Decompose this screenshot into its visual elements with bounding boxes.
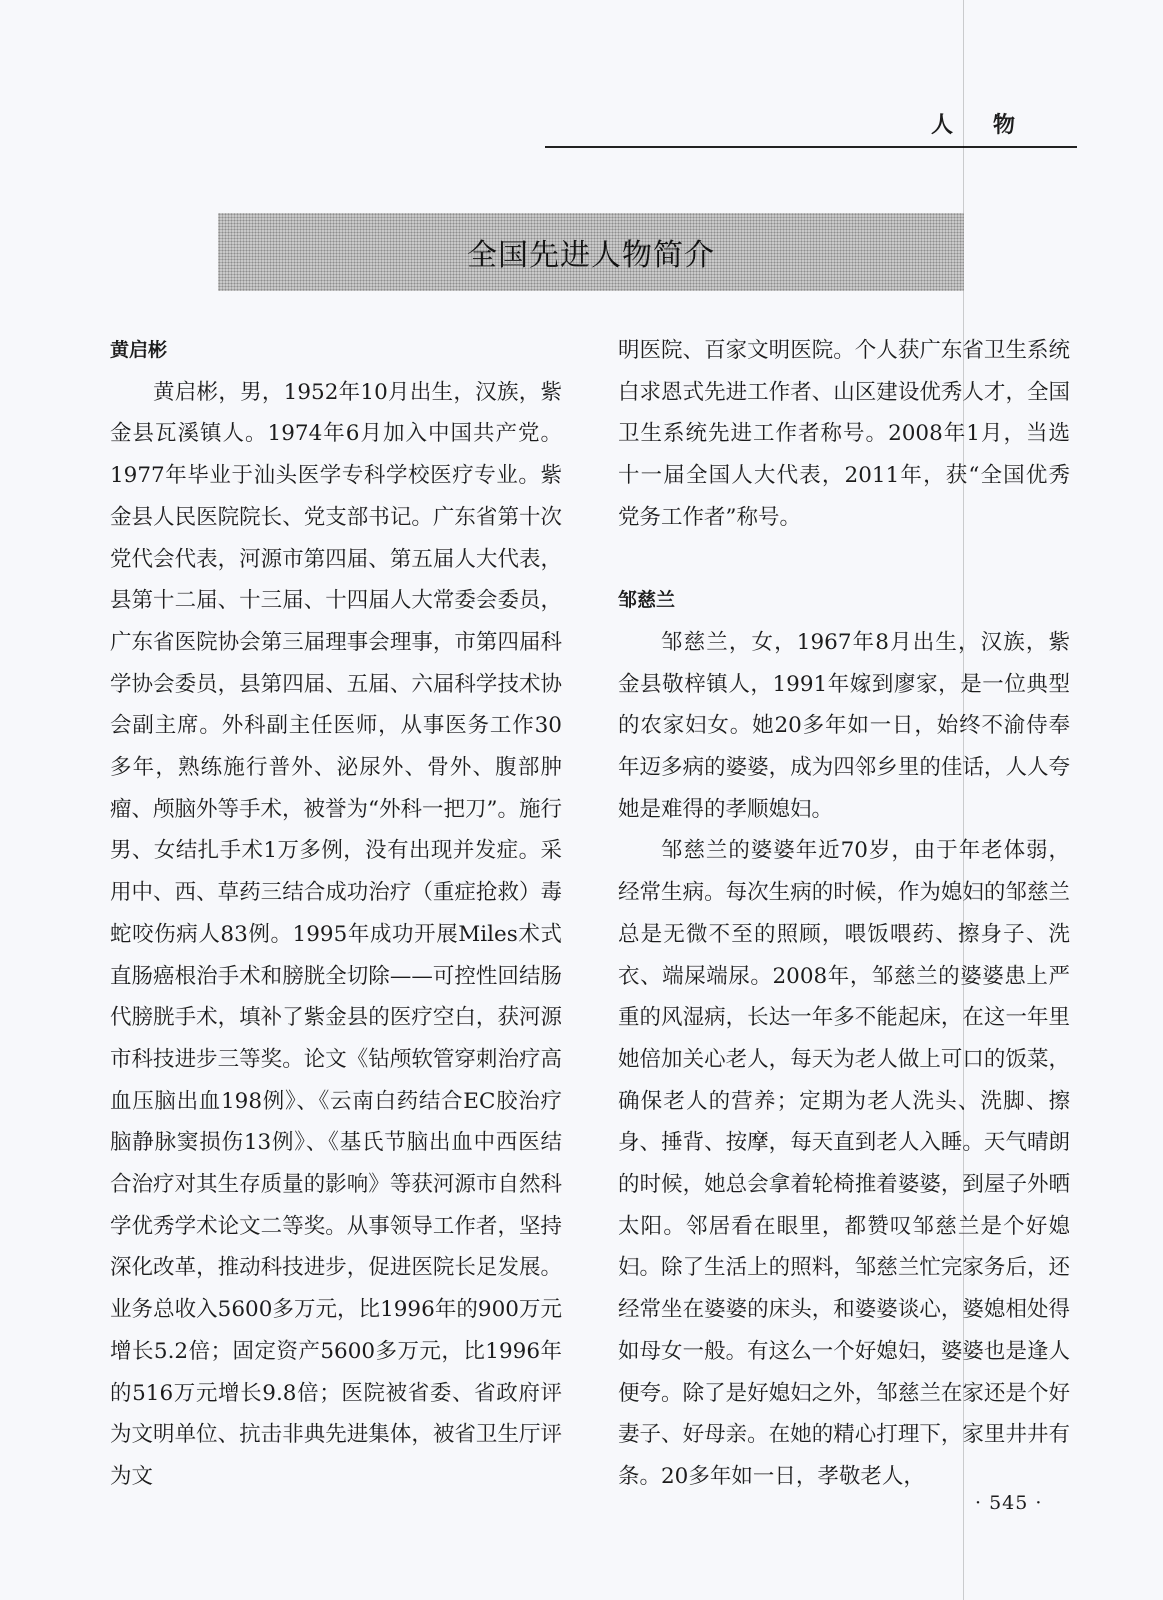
article-heading-2: 邹慈兰 <box>618 589 676 612</box>
article-2-paragraph-2: 邹慈兰的婆婆年近70岁，由于年老体弱，经常生病。每次生病的时候，作为媳妇的邹慈兰总是无微不至的照顾，喂饭喂药、擦身子、洗衣、端屎端尿。2008年，邹慈兰的婆婆患上严重的风湿病，长达一年多不能起床，在这一年里她倍加关心老人，每天为老人做上可口的饭菜，确保老人的营养；定期为老人洗头、洗脚、擦身、捶背、按摩，每天直到老人入睡。天气晴朗的时候，她总会拿着轮椅推着婆婆，到屋子外晒太阳。邻居看在眼里，都赞叹邹慈兰是个好媳妇。除了生活上的照料，邹慈兰忙完家务后，还经常坐在婆婆的床头，和婆婆谈心，婆媳相处得如母女一般。有这么一个好媳妇，婆婆也是逢人便夸。除了是好媳妇之外，邹慈兰在家还是个好妻子、好母亲。在她的精心打理下，家里井井有条。20多年如一日，孝敬老人， <box>618 838 1070 1489</box>
article-2-paragraph-1: 邹慈兰，女，1967年8月出生，汉族，紫金县敬梓镇人，1991年嫁到廖家，是一位典型的农家妇女。她20多年如一日，始终不渝侍奉年迈多病的婆婆，成为四邻乡里的佳话，人人夸她是难得的孝顺媳妇。 <box>618 629 1070 822</box>
banner-title: 全国先进人物简介 <box>467 238 715 273</box>
section-header: 人物 <box>930 113 1055 138</box>
right-column <box>618 330 1070 1498</box>
header-rule <box>545 146 1077 148</box>
article-1-paragraph-continued: 明医院、百家文明医院。个人获广东省卫生系统白求恩式先进工作者、山区建设优秀人才，全国卫生系统先进工作者称号。2008年1月，当选十一届全国人大代表，2011年，获“全国优秀党务工作者”称号。 <box>618 338 1070 530</box>
page-number: · 545 · <box>975 1492 1043 1514</box>
left-column <box>110 330 562 1498</box>
article-1-paragraph: 黄启彬，男，1952年10月出生，汉族，紫金县瓦溪镇人。1974年6月加入中国共产党。1977年毕业于汕头医学专科学校医疗专业。紫金县人民医院院长、党支部书记。广东省第十次党代会代表，河源市第四届、第五届人大代表，县第十二届、十三届、十四届人大常委会委员，广东省医院协会第三届理事会理事，市第四届科学协会委员，县第四届、五届、六届科学技术协会副主席。外科副主任医师，从事医务工作30多年，熟练施行普外、泌尿外、骨外、腹部肿瘤、颅脑外等手术，被誉为“外科一把刀”。施行男、女结扎手术1万多例，没有出现并发症。采用中、西、草药三结合成功治疗（重症抢救）毒蛇咬伤病人83例。1995年成功开展Miles术式直肠癌根治手术和膀胱全切除——可控性回结肠代膀胱手术，填补了紫金县的医疗空白，获河源市科技进步三等奖。论文《钻颅软管穿刺治疗高血压脑出血198例》、《云南白药结合EC胶治疗脑静脉窦损伤13例》、《基氏节脑出血中西医结合治疗对其生存质量的影响》等获河源市自然科学优秀学术论文二等奖。从事领导工作者，坚持深化改革，推动科技进步，促进医院长足发展。业务总收入5600多万元，比1996年的900万元增长5.2倍；固定资产5600多万元，比1996年的516万元增长9.8倍；医院被省委、省政府评为文明单位、抗击非典先进集体，被省卫生厅评为文 <box>110 379 562 1489</box>
article-heading-1: 黄启彬 <box>110 339 168 361</box>
title-banner <box>218 213 964 291</box>
